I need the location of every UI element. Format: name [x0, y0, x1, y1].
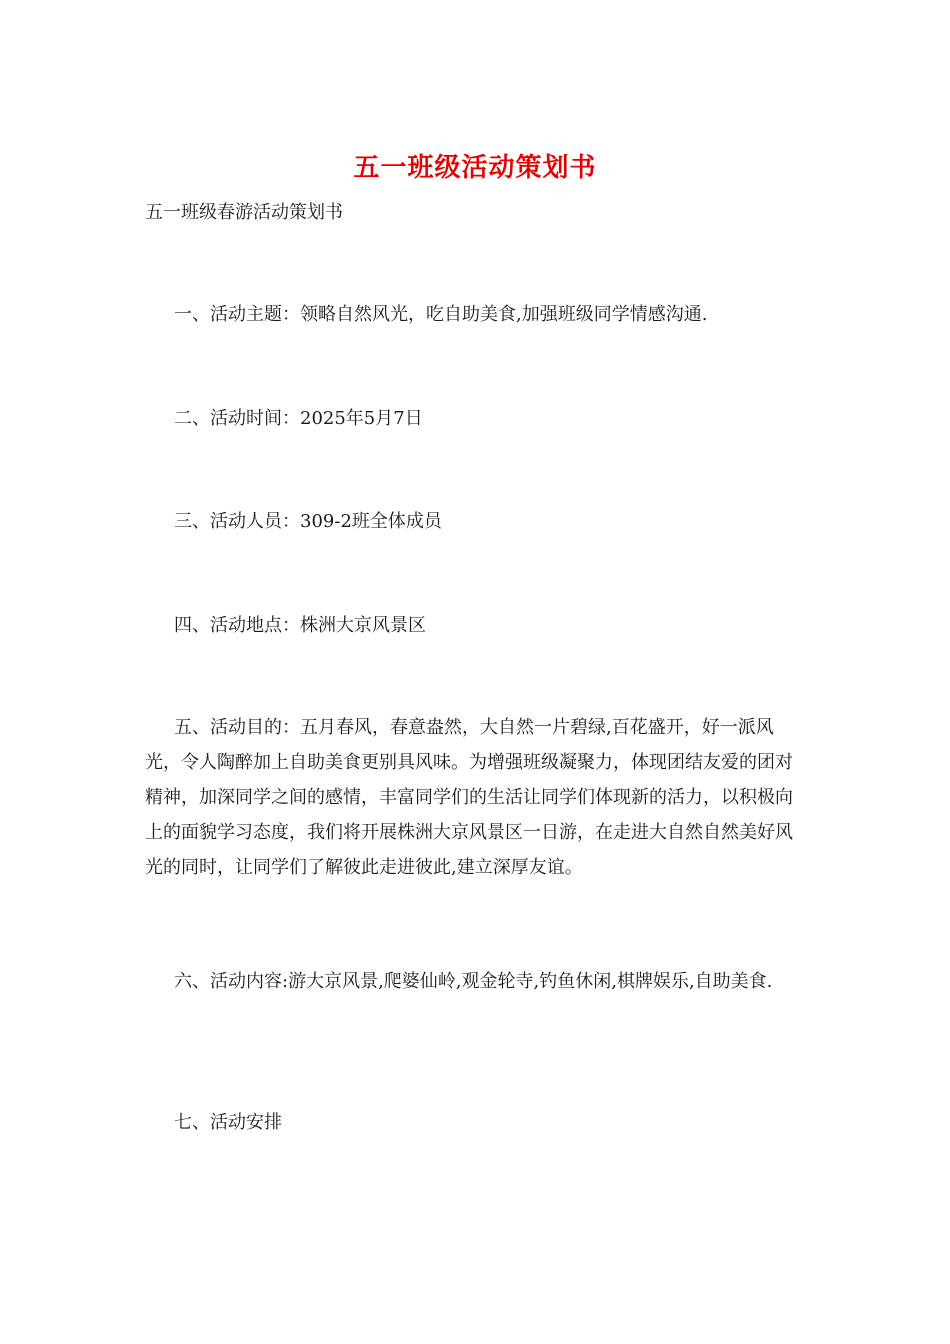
- document-title: 五一班级活动策划书: [353, 153, 597, 183]
- section-purpose: 五、活动目的：五月春风，春意盎然，大自然一片碧绿,百花盛开，好一派风光，令人陶醉加上自助美食更别具风味。为增强班级凝聚力，体现团结友爱的团对精神，加深同学之间的感情，丰富同学们的生活让同学们体现新的活力，以积极向上的面貌学习态度，我们将开展株洲大京风景区一日游，在走进大自然自然美好风光的同时，让同学们了解彼此走进彼此,建立深厚友谊。: [145, 717, 793, 878]
- section-arrangement: 七、活动安排: [174, 1112, 282, 1133]
- section-time: 二、活动时间：2025年5月7日: [174, 408, 423, 429]
- section-content: 六、活动内容:游大京风景,爬婆仙岭,观金轮寺,钓鱼休闲,棋牌娱乐,自助美食.: [174, 971, 773, 992]
- section-theme: 一、活动主题：领略自然风光，吃自助美食,加强班级同学情感沟通.: [174, 304, 708, 325]
- section-participants: 三、活动人员：309-2班全体成员: [174, 511, 442, 532]
- document-subtitle: 五一班级春游活动策划书: [145, 202, 343, 223]
- section-location: 四、活动地点：株洲大京风景区: [174, 615, 426, 636]
